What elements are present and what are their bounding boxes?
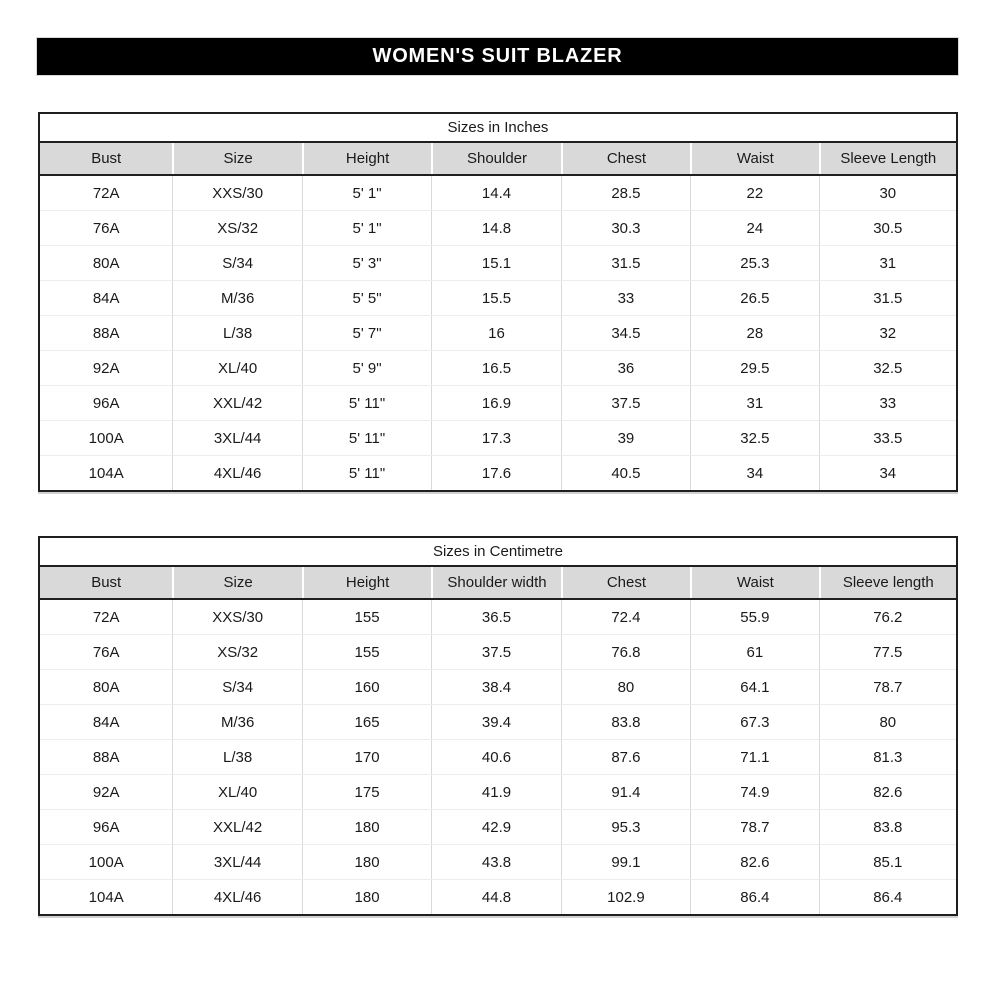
table-cell: 84A bbox=[92, 289, 120, 307]
table-cell: 64.1 bbox=[690, 670, 818, 704]
table-cell: 32.5 bbox=[690, 421, 818, 455]
table-cell: 83.8 bbox=[819, 810, 956, 844]
table-row bbox=[40, 844, 956, 879]
table-cell: 5' 5" bbox=[302, 281, 431, 315]
table-cell: 165 bbox=[302, 705, 431, 739]
table-cell: 14.4 bbox=[431, 176, 560, 210]
table-cell: 26.5 bbox=[690, 281, 818, 315]
table-cell: 155 bbox=[302, 635, 431, 669]
table-row bbox=[40, 420, 956, 455]
table-cell: 80 bbox=[819, 705, 956, 739]
table-cell: L/38 bbox=[172, 740, 301, 774]
table-cell: 155 bbox=[302, 600, 431, 634]
table-cell: 37.5 bbox=[431, 635, 560, 669]
table-cell: 76.8 bbox=[561, 635, 690, 669]
table-row bbox=[40, 385, 956, 420]
table-cell: 28 bbox=[690, 316, 818, 350]
table-cell: 30.5 bbox=[819, 211, 956, 245]
table-row bbox=[40, 774, 956, 809]
table-cell: 99.1 bbox=[561, 845, 690, 879]
table-cell: 37.5 bbox=[561, 386, 690, 420]
table-cell: 5' 1" bbox=[302, 176, 431, 210]
table-cell: 15.5 bbox=[431, 281, 560, 315]
table-cell: 36 bbox=[561, 351, 690, 385]
table-cell: 30 bbox=[819, 176, 956, 210]
table-cell: 28.5 bbox=[561, 176, 690, 210]
table-cell: 40.6 bbox=[431, 740, 560, 774]
table-cell: M/36 bbox=[172, 281, 301, 315]
table-cell: S/34 bbox=[172, 670, 301, 704]
table-cell: 16 bbox=[431, 316, 560, 350]
table-cell: M/36 bbox=[172, 705, 301, 739]
table-row bbox=[40, 210, 956, 245]
table-cell: 95.3 bbox=[561, 810, 690, 844]
table-cell: 86.4 bbox=[690, 880, 818, 914]
column-header: Waist bbox=[690, 143, 818, 174]
table-cell: 88A bbox=[92, 324, 120, 342]
table-cell: 92A bbox=[92, 783, 120, 801]
table-cell: 16.5 bbox=[431, 351, 560, 385]
table-cell: 34.5 bbox=[561, 316, 690, 350]
table-cell: 33 bbox=[819, 386, 956, 420]
table-cell: 102.9 bbox=[561, 880, 690, 914]
table-cell: 74.9 bbox=[690, 775, 818, 809]
table-cell: 41.9 bbox=[431, 775, 560, 809]
column-header: Height bbox=[302, 143, 431, 174]
table-cell: 61 bbox=[690, 635, 818, 669]
table-row bbox=[40, 879, 956, 914]
table-cell: 55.9 bbox=[690, 600, 818, 634]
table-row bbox=[40, 245, 956, 280]
table-cell: 33 bbox=[561, 281, 690, 315]
table-row bbox=[40, 739, 956, 774]
table-cell: 39.4 bbox=[431, 705, 560, 739]
table-cell: 16.9 bbox=[431, 386, 560, 420]
table-cell: 72A bbox=[92, 608, 120, 626]
table-cell: 78.7 bbox=[819, 670, 956, 704]
table-cell: 80A bbox=[92, 254, 120, 272]
table-cell: 36.5 bbox=[431, 600, 560, 634]
table-cell: 24 bbox=[690, 211, 818, 245]
column-header: Height bbox=[302, 567, 431, 598]
table-cell: 160 bbox=[302, 670, 431, 704]
table-cell: 5' 3" bbox=[302, 246, 431, 280]
table-cell: 17.3 bbox=[431, 421, 560, 455]
table-cell: 180 bbox=[302, 845, 431, 879]
table-cell: 40.5 bbox=[561, 456, 690, 490]
size-table-centimetre bbox=[38, 536, 958, 916]
table-cell: 76A bbox=[92, 643, 120, 661]
table-cell: 3XL/44 bbox=[172, 845, 301, 879]
table-cell: XXS/30 bbox=[172, 600, 301, 634]
table-cell: 44.8 bbox=[431, 880, 560, 914]
table-row bbox=[40, 280, 956, 315]
table-cell: 14.8 bbox=[431, 211, 560, 245]
column-header: Chest bbox=[561, 143, 690, 174]
table-cell: XS/32 bbox=[172, 211, 301, 245]
table-cell: 92A bbox=[92, 359, 120, 377]
table-cell: 5' 11" bbox=[302, 456, 431, 490]
column-header: Size bbox=[172, 143, 301, 174]
table-cell: 4XL/46 bbox=[172, 456, 301, 490]
column-header: Shoulder bbox=[431, 143, 560, 174]
table-cell: 78.7 bbox=[690, 810, 818, 844]
table-cell: 175 bbox=[302, 775, 431, 809]
table-cell: L/38 bbox=[172, 316, 301, 350]
title-banner bbox=[37, 38, 958, 75]
table-body bbox=[40, 600, 956, 914]
table-cell: 71.1 bbox=[690, 740, 818, 774]
table-cell: 5' 11" bbox=[302, 386, 431, 420]
table-row bbox=[40, 350, 956, 385]
table-cell: 5' 1" bbox=[302, 211, 431, 245]
size-table-inches bbox=[38, 112, 958, 492]
table-cell: 34 bbox=[819, 456, 956, 490]
table-cell: 81.3 bbox=[819, 740, 956, 774]
table-header-row bbox=[40, 567, 956, 600]
table-cell: XS/32 bbox=[172, 635, 301, 669]
table-title: Sizes in Inches bbox=[40, 114, 956, 143]
table-cell: 30.3 bbox=[561, 211, 690, 245]
table-row bbox=[40, 600, 956, 634]
table-cell: 86.4 bbox=[819, 880, 956, 914]
table-cell: 39 bbox=[561, 421, 690, 455]
table-cell: 72A bbox=[92, 184, 120, 202]
table-cell: 82.6 bbox=[690, 845, 818, 879]
table-row bbox=[40, 315, 956, 350]
table-cell: 42.9 bbox=[431, 810, 560, 844]
column-header: Size bbox=[172, 567, 301, 598]
table-cell: 72.4 bbox=[561, 600, 690, 634]
column-header: Bust bbox=[91, 574, 122, 591]
table-cell: XL/40 bbox=[172, 775, 301, 809]
table-cell: 77.5 bbox=[819, 635, 956, 669]
table-cell: 87.6 bbox=[561, 740, 690, 774]
table-body bbox=[40, 176, 956, 490]
table-cell: 88A bbox=[92, 748, 120, 766]
table-cell: 3XL/44 bbox=[172, 421, 301, 455]
table-cell: 96A bbox=[92, 394, 120, 412]
table-cell: 100A bbox=[88, 429, 124, 447]
table-row bbox=[40, 634, 956, 669]
table-cell: 31.5 bbox=[819, 281, 956, 315]
table-cell: 80A bbox=[92, 678, 120, 696]
table-cell: XXL/42 bbox=[172, 386, 301, 420]
table-row bbox=[40, 176, 956, 210]
table-cell: 5' 7" bbox=[302, 316, 431, 350]
table-cell: 29.5 bbox=[690, 351, 818, 385]
table-row bbox=[40, 669, 956, 704]
column-header: Sleeve Length bbox=[819, 143, 956, 174]
table-cell: 80 bbox=[561, 670, 690, 704]
table-cell: 31.5 bbox=[561, 246, 690, 280]
table-cell: 104A bbox=[88, 464, 124, 482]
table-cell: 31 bbox=[819, 246, 956, 280]
table-cell: 67.3 bbox=[690, 705, 818, 739]
table-cell: S/34 bbox=[172, 246, 301, 280]
table-cell: 100A bbox=[88, 853, 124, 871]
column-header: Shoulder width bbox=[431, 567, 560, 598]
table-cell: 43.8 bbox=[431, 845, 560, 879]
table-cell: 104A bbox=[88, 888, 124, 906]
table-cell: 31 bbox=[690, 386, 818, 420]
table-cell: 22 bbox=[690, 176, 818, 210]
table-cell: 96A bbox=[92, 818, 120, 836]
table-cell: 25.3 bbox=[690, 246, 818, 280]
table-row bbox=[40, 704, 956, 739]
column-header: Bust bbox=[91, 150, 122, 167]
table-cell: 5' 9" bbox=[302, 351, 431, 385]
table-header-row bbox=[40, 143, 956, 176]
table-cell: 82.6 bbox=[819, 775, 956, 809]
table-title: Sizes in Centimetre bbox=[40, 538, 956, 567]
table-cell: XL/40 bbox=[172, 351, 301, 385]
table-cell: 15.1 bbox=[431, 246, 560, 280]
table-cell: 4XL/46 bbox=[172, 880, 301, 914]
table-cell: 33.5 bbox=[819, 421, 956, 455]
table-cell: 34 bbox=[690, 456, 818, 490]
table-cell: 83.8 bbox=[561, 705, 690, 739]
table-cell: 84A bbox=[92, 713, 120, 731]
table-cell: 180 bbox=[302, 810, 431, 844]
table-cell: 85.1 bbox=[819, 845, 956, 879]
table-row bbox=[40, 455, 956, 490]
table-cell: 76A bbox=[92, 219, 120, 237]
table-cell: 32.5 bbox=[819, 351, 956, 385]
table-cell: 32 bbox=[819, 316, 956, 350]
page-title: WOMEN'S SUIT BLAZER bbox=[372, 45, 623, 67]
column-header: Waist bbox=[690, 567, 818, 598]
column-header: Chest bbox=[561, 567, 690, 598]
table-cell: XXL/42 bbox=[172, 810, 301, 844]
table-row bbox=[40, 809, 956, 844]
table-cell: 17.6 bbox=[431, 456, 560, 490]
table-cell: 76.2 bbox=[819, 600, 956, 634]
table-cell: 170 bbox=[302, 740, 431, 774]
table-cell: 180 bbox=[302, 880, 431, 914]
table-cell: XXS/30 bbox=[172, 176, 301, 210]
table-cell: 38.4 bbox=[431, 670, 560, 704]
table-cell: 5' 11" bbox=[302, 421, 431, 455]
table-cell: 91.4 bbox=[561, 775, 690, 809]
column-header: Sleeve length bbox=[819, 567, 956, 598]
